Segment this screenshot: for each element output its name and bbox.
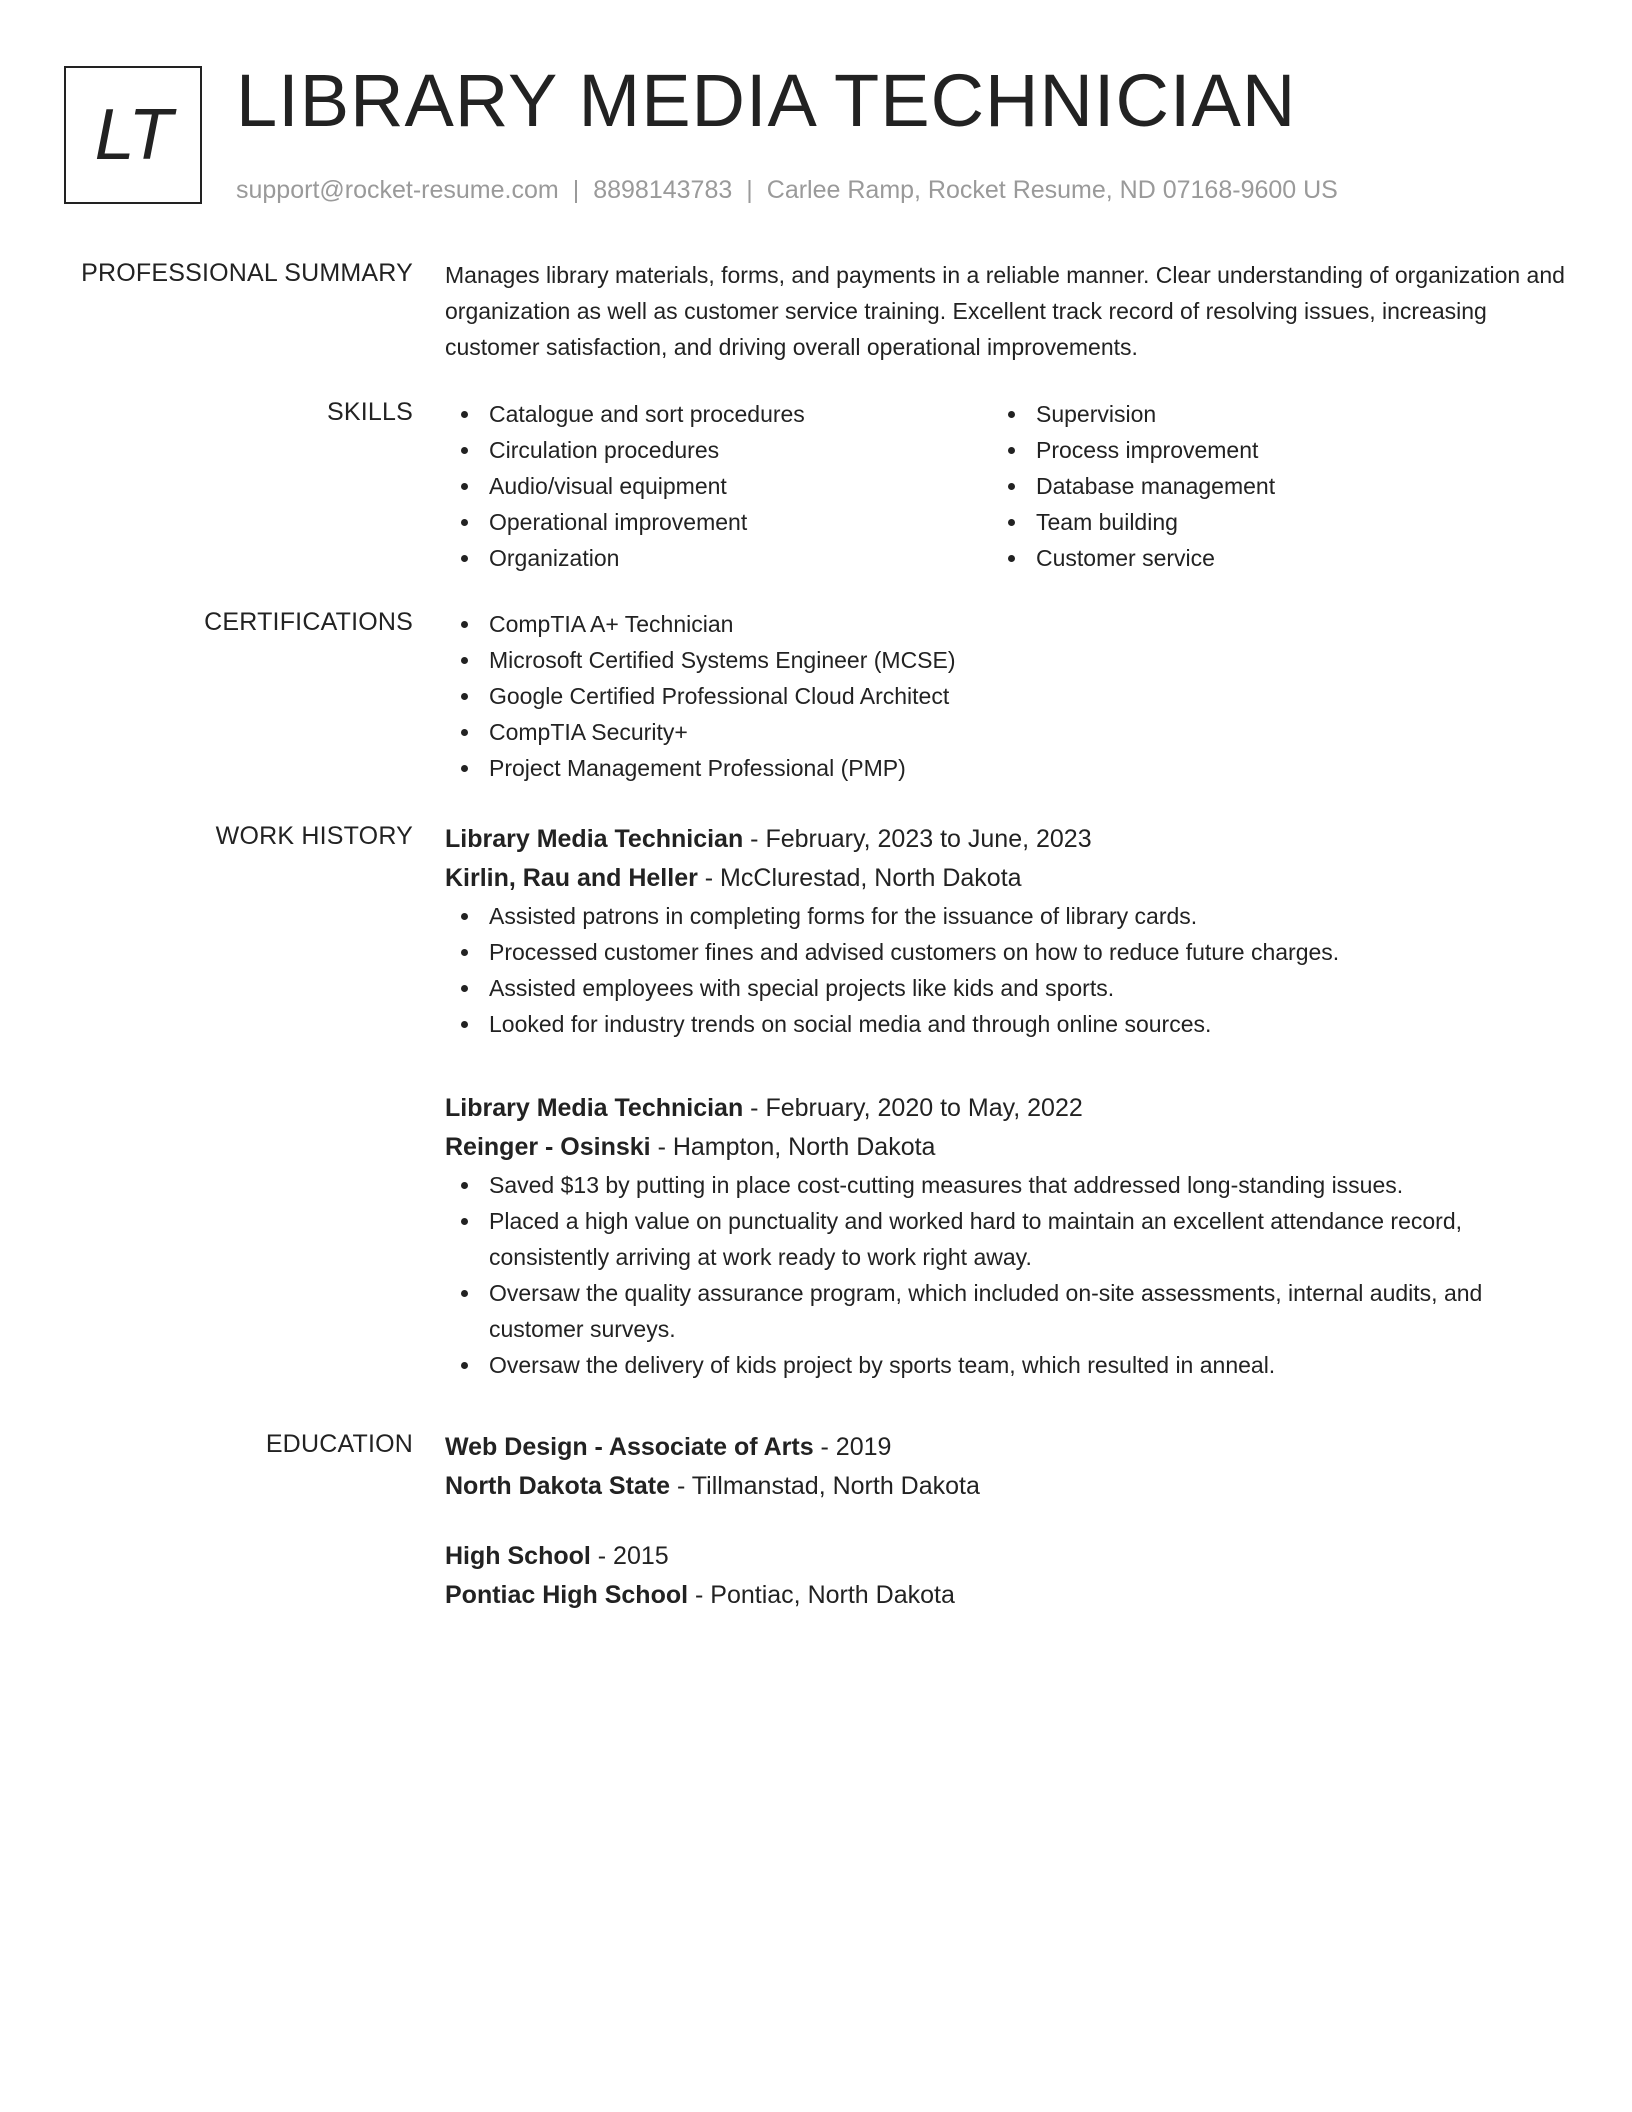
skill-item: Supervision <box>992 396 1539 432</box>
education-location: - Pontiac, North Dakota <box>688 1581 955 1609</box>
job-bullet: Saved $13 by putting in place cost-cutting measures that addressed long-standing issues. <box>445 1167 1565 1203</box>
skill-item: Operational improvement <box>445 504 992 540</box>
job-bullet: Assisted patrons in completing forms for the issuance of library cards. <box>445 898 1565 934</box>
contact-email[interactable]: support@rocket-resume.com <box>236 176 559 204</box>
education-degree: High School <box>445 1542 591 1570</box>
job-entry <box>445 820 1565 1042</box>
job-title: Library Media Technician <box>445 1094 744 1122</box>
education-entry <box>445 1537 1565 1615</box>
job-title-line <box>445 820 1565 859</box>
monogram-logo <box>64 66 202 204</box>
certification-item: Microsoft Certified Systems Engineer (MCSE) <box>445 642 1565 678</box>
skill-item: Database management <box>992 468 1539 504</box>
job-bullet: Placed a high value on punctuality and worked hard to maintain an excellent attendance record, consistently arriving at work ready to work right away. <box>445 1203 1565 1275</box>
education-location: - Tillmanstad, North Dakota <box>670 1472 980 1500</box>
certification-item: CompTIA Security+ <box>445 714 1565 750</box>
certification-item: Google Certified Professional Cloud Architect <box>445 678 1565 714</box>
skills-body <box>445 396 1565 576</box>
contact-separator: | <box>746 176 753 204</box>
skills-column-right <box>992 396 1539 576</box>
job-bullet: Oversaw the delivery of kids project by sports team, which resulted in anneal. <box>445 1347 1565 1383</box>
job-bullet: Assisted employees with special projects like kids and sports. <box>445 970 1565 1006</box>
certification-item: CompTIA A+ Technician <box>445 606 1565 642</box>
monogram-text: LT <box>94 95 172 175</box>
job-company: Kirlin, Rau and Heller <box>445 864 698 892</box>
skill-item: Team building <box>992 504 1539 540</box>
contact-line <box>236 174 1338 206</box>
education-degree-line <box>445 1428 1565 1467</box>
summary-text: Manages library materials, forms, and payments in a reliable manner. Clear understanding of organization and organization as well as customer service training. Excellent track record of resolving issues, increasing customer satisfaction, and driving overall operational improvements. <box>445 262 1565 360</box>
job-location: - McClurestad, North Dakota <box>697 864 1022 892</box>
job-company-line <box>445 859 1565 898</box>
skills-list-right <box>992 396 1539 576</box>
job-bullets <box>445 1167 1565 1383</box>
job-bullet: Processed customer fines and advised customers on how to reduce future charges. <box>445 934 1565 970</box>
job-title-line <box>445 1089 1565 1128</box>
section-heading-summary: PROFESSIONAL SUMMARY <box>81 259 413 287</box>
contact-address: Carlee Ramp, Rocket Resume, ND 07168-9600 US <box>766 176 1338 204</box>
job-dates: - February, 2020 to May, 2022 <box>743 1094 1083 1122</box>
section-heading-work-history: WORK HISTORY <box>215 822 413 850</box>
summary-body <box>445 257 1565 365</box>
education-school: Pontiac High School <box>445 1581 689 1609</box>
job-entry <box>445 1089 1565 1383</box>
job-title: Library Media Technician <box>445 825 744 853</box>
skill-item: Customer service <box>992 540 1539 576</box>
certification-item: Project Management Professional (PMP) <box>445 750 1565 786</box>
job-location: - Hampton, North Dakota <box>650 1133 936 1161</box>
certifications-list <box>445 606 1565 786</box>
job-bullet: Oversaw the quality assurance program, which included on-site assessments, internal audits, and customer surveys. <box>445 1275 1565 1347</box>
skill-item: Process improvement <box>992 432 1539 468</box>
education-year: - 2015 <box>590 1542 669 1570</box>
section-heading-education: EDUCATION <box>265 1430 413 1458</box>
education-entry <box>445 1428 1565 1506</box>
education-year: - 2019 <box>813 1433 892 1461</box>
education-school: North Dakota State <box>445 1472 671 1500</box>
contact-separator: | <box>572 176 580 204</box>
job-company: Reinger - Osinski <box>445 1133 651 1161</box>
skills-list-left <box>445 396 992 576</box>
education-school-line <box>445 1467 1565 1506</box>
skill-item: Catalogue and sort procedures <box>445 396 992 432</box>
skill-item: Circulation procedures <box>445 432 992 468</box>
skills-column-left <box>445 396 992 576</box>
job-dates: - February, 2023 to June, 2023 <box>743 825 1092 853</box>
skill-item: Organization <box>445 540 992 576</box>
certifications-body <box>445 606 1565 786</box>
section-heading-skills: SKILLS <box>327 398 413 426</box>
education-degree-line <box>445 1537 1565 1576</box>
section-heading-certifications: CERTIFICATIONS <box>204 608 413 636</box>
job-bullet: Looked for industry trends on social media and through online sources. <box>445 1006 1565 1042</box>
resume-title: LIBRARY MEDIA TECHNICIAN <box>236 59 1297 142</box>
job-bullets <box>445 898 1565 1042</box>
skill-item: Audio/visual equipment <box>445 468 992 504</box>
job-company-line <box>445 1128 1565 1167</box>
contact-phone[interactable]: 8898143783 <box>593 176 733 204</box>
education-degree: Web Design - Associate of Arts <box>445 1433 814 1461</box>
education-school-line <box>445 1576 1565 1615</box>
